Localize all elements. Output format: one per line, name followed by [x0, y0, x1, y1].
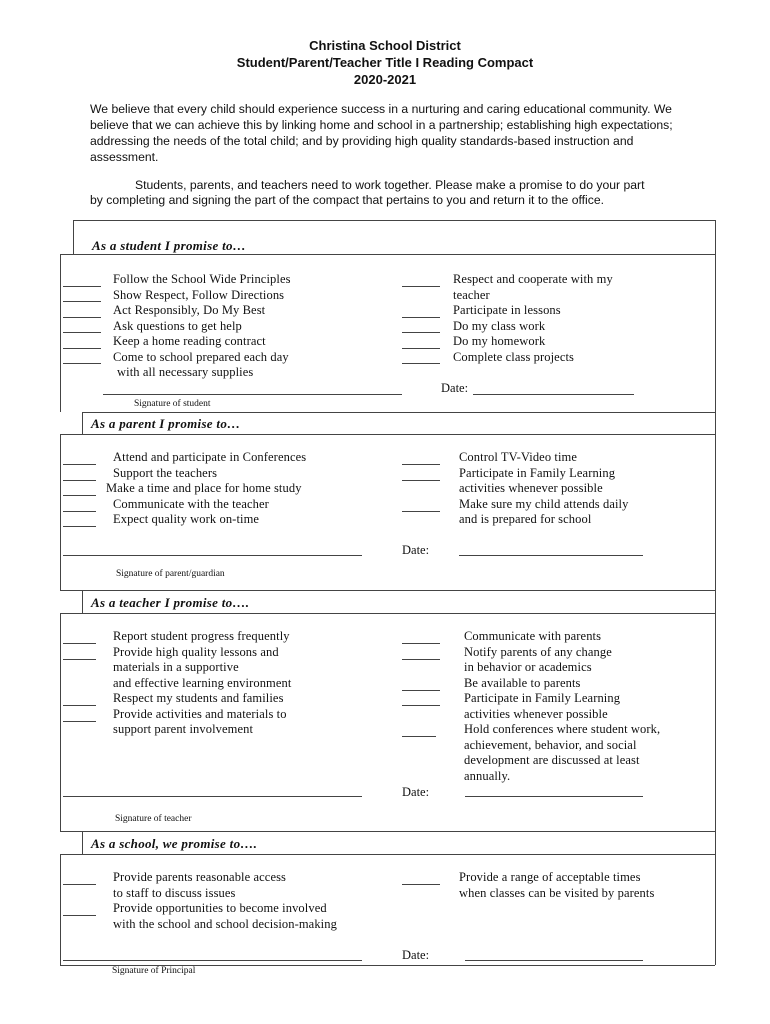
school-checkbox-line[interactable] — [63, 915, 96, 916]
student-checkbox-line[interactable] — [63, 317, 101, 318]
parent-promise-item: Make a time and place for home study — [106, 481, 302, 495]
teacher-promise-item: annually. — [464, 769, 511, 783]
student-checkbox-line[interactable] — [402, 286, 440, 287]
student-promise-item: Respect and cooperate with my — [453, 272, 613, 286]
teacher-promise-item: support parent involvement — [113, 722, 254, 736]
parent-checkbox-line[interactable] — [63, 495, 96, 496]
teacher-checkbox-line[interactable] — [402, 690, 440, 691]
parent-promise-item: activities whenever possible — [459, 481, 603, 495]
student-promise-item: Show Respect, Follow Directions — [113, 288, 285, 302]
teacher-checkbox-line[interactable] — [402, 643, 440, 644]
parent-checkbox-line[interactable] — [63, 511, 96, 512]
teacher-date-line[interactable] — [465, 796, 643, 797]
student-promise-item: Act Responsibly, Do My Best — [113, 303, 266, 317]
border-line — [60, 831, 715, 832]
border-line — [82, 590, 83, 613]
teacher-promise-item: Provide high quality lessons and — [113, 645, 279, 659]
teacher-promise-item: Notify parents of any change — [464, 645, 612, 659]
school-promise-item: when classes can be visited by parents — [459, 886, 655, 900]
student-promise-item: Do my homework — [453, 334, 546, 348]
teacher-promise-item: and effective learning environment — [113, 676, 292, 690]
border-line — [60, 854, 715, 855]
border-line — [82, 831, 83, 854]
student-promise-item: Complete class projects — [453, 350, 575, 364]
teacher-promise-item: Communicate with parents — [464, 629, 602, 643]
student-promise-item: Keep a home reading contract — [113, 334, 266, 348]
parent-promise-item: Attend and participate in Conferences — [113, 450, 307, 464]
teacher-promise-item: achievement, behavior, and social — [464, 738, 637, 752]
student-promise-item: teacher — [453, 288, 490, 302]
teacher-promise-item: development are discussed at least — [464, 753, 640, 767]
border-line — [60, 434, 715, 435]
teacher-checkbox-line[interactable] — [63, 705, 96, 706]
student-promise-item: Participate in lessons — [453, 303, 561, 317]
student-promise-item: Follow the School Wide Principles — [113, 272, 291, 286]
school-section-heading: As a school, we promise to…. — [91, 836, 258, 851]
teacher-signature-line[interactable] — [63, 796, 362, 797]
border-line — [715, 220, 716, 965]
student-promise-item: with all necessary supplies — [117, 365, 254, 379]
student-checkbox-line[interactable] — [402, 317, 440, 318]
parent-promise-item: Participate in Family Learning — [459, 466, 616, 480]
student-checkbox-line[interactable] — [63, 363, 101, 364]
school-promise-item: with the school and school decision-making — [113, 917, 337, 931]
parent-checkbox-line[interactable] — [63, 464, 96, 465]
border-line — [60, 254, 715, 255]
student-signature-caption: Signature of student — [134, 399, 211, 409]
parent-checkbox-line[interactable] — [402, 464, 440, 465]
parent-promise-item: Expect quality work on-time — [113, 512, 260, 526]
school-date-label: Date: — [402, 948, 430, 962]
parent-promise-item: Support the teachers — [113, 466, 218, 480]
parent-date-line[interactable] — [459, 555, 643, 556]
parent-checkbox-line[interactable] — [63, 480, 96, 481]
student-promise-item: Come to school prepared each day — [113, 350, 289, 364]
student-promise-item: Ask questions to get help — [113, 319, 242, 333]
instructions-line-1: Students, parents, and teachers need to work together. Please make a promise to do your part — [135, 178, 645, 192]
teacher-checkbox-line[interactable] — [63, 721, 96, 722]
border-line — [60, 613, 715, 614]
student-checkbox-line[interactable] — [63, 348, 101, 349]
school-checkbox-line[interactable] — [402, 884, 440, 885]
student-checkbox-line[interactable] — [402, 332, 440, 333]
principal-signature-line[interactable] — [63, 960, 362, 961]
student-signature-line[interactable] — [103, 394, 402, 395]
student-checkbox-line[interactable] — [63, 332, 101, 333]
parent-signature-caption: Signature of parent/guardian — [116, 569, 225, 579]
teacher-signature-caption: Signature of teacher — [115, 814, 192, 824]
parent-section-heading: As a parent I promise to… — [91, 416, 241, 431]
border-line — [60, 590, 715, 591]
teacher-checkbox-line[interactable] — [402, 736, 436, 737]
student-checkbox-line[interactable] — [63, 286, 101, 287]
parent-checkbox-line[interactable] — [402, 480, 440, 481]
student-date-label: Date: — [441, 381, 469, 395]
compact-title: Student/Parent/Teacher Title I Reading Compact — [236, 55, 534, 70]
teacher-date-label: Date: — [402, 785, 430, 799]
parent-signature-line[interactable] — [63, 555, 362, 556]
school-checkbox-line[interactable] — [63, 884, 96, 885]
teacher-promise-item: in behavior or academics — [464, 660, 592, 674]
teacher-checkbox-line[interactable] — [402, 705, 440, 706]
school-promise-item: Provide a range of acceptable times — [459, 870, 641, 884]
teacher-section-heading: As a teacher I promise to…. — [91, 595, 250, 610]
teacher-checkbox-line[interactable] — [63, 659, 96, 660]
school-date-line[interactable] — [465, 960, 643, 961]
school-promise-item: Provide opportunities to become involved — [113, 901, 327, 915]
principal-signature-caption: Signature of Principal — [112, 966, 196, 976]
border-line — [82, 412, 83, 434]
teacher-promise-item: materials in a supportive — [113, 660, 239, 674]
student-date-line[interactable] — [473, 394, 634, 395]
student-checkbox-line[interactable] — [402, 348, 440, 349]
student-checkbox-line[interactable] — [402, 363, 440, 364]
border-line — [73, 220, 74, 254]
student-checkbox-line[interactable] — [63, 301, 101, 302]
teacher-promise-item: activities whenever possible — [464, 707, 608, 721]
student-section-heading: As a student I promise to… — [92, 238, 247, 253]
parent-promise-item: and is prepared for school — [459, 512, 592, 526]
parent-checkbox-line[interactable] — [63, 526, 96, 527]
parent-promise-item: Communicate with the teacher — [113, 497, 269, 511]
teacher-promise-item: Hold conferences where student work, — [464, 722, 661, 736]
intro-paragraph: We believe that every child should experience success in a nurturing and caring educational community. We believe that we can achieve this by linking home and school in a partnership; establishing high expectations; addressing the needs of the total child; and by providing high quality standards-based instruction and assessment. — [90, 102, 673, 164]
school-promise-item: Provide parents reasonable access — [113, 870, 287, 884]
border-line — [82, 412, 715, 413]
border-line — [60, 613, 61, 831]
school-year: 2020-2021 — [353, 72, 417, 87]
parent-promise-item: Make sure my child attends daily — [459, 497, 629, 511]
teacher-promise-item: Participate in Family Learning — [464, 691, 621, 705]
school-promise-item: to staff to discuss issues — [113, 886, 236, 900]
teacher-promise-item: Be available to parents — [464, 676, 581, 690]
teacher-checkbox-line[interactable] — [63, 643, 96, 644]
border-line — [73, 220, 715, 221]
parent-checkbox-line[interactable] — [402, 511, 440, 512]
teacher-promise-item: Report student progress frequently — [113, 629, 290, 643]
parent-date-label: Date: — [402, 543, 430, 557]
student-promise-item: Do my class work — [453, 319, 546, 333]
border-line — [60, 254, 61, 412]
parent-promise-item: Control TV-Video time — [459, 450, 578, 464]
teacher-checkbox-line[interactable] — [402, 659, 440, 660]
teacher-promise-item: Respect my students and families — [113, 691, 284, 705]
border-line — [60, 434, 61, 590]
district-name: Christina School District — [309, 38, 461, 53]
teacher-promise-item: Provide activities and materials to — [113, 707, 287, 721]
border-line — [60, 854, 61, 965]
instructions-line-2: by completing and signing the part of the compact that pertains to you and return it to the office. — [90, 193, 604, 207]
